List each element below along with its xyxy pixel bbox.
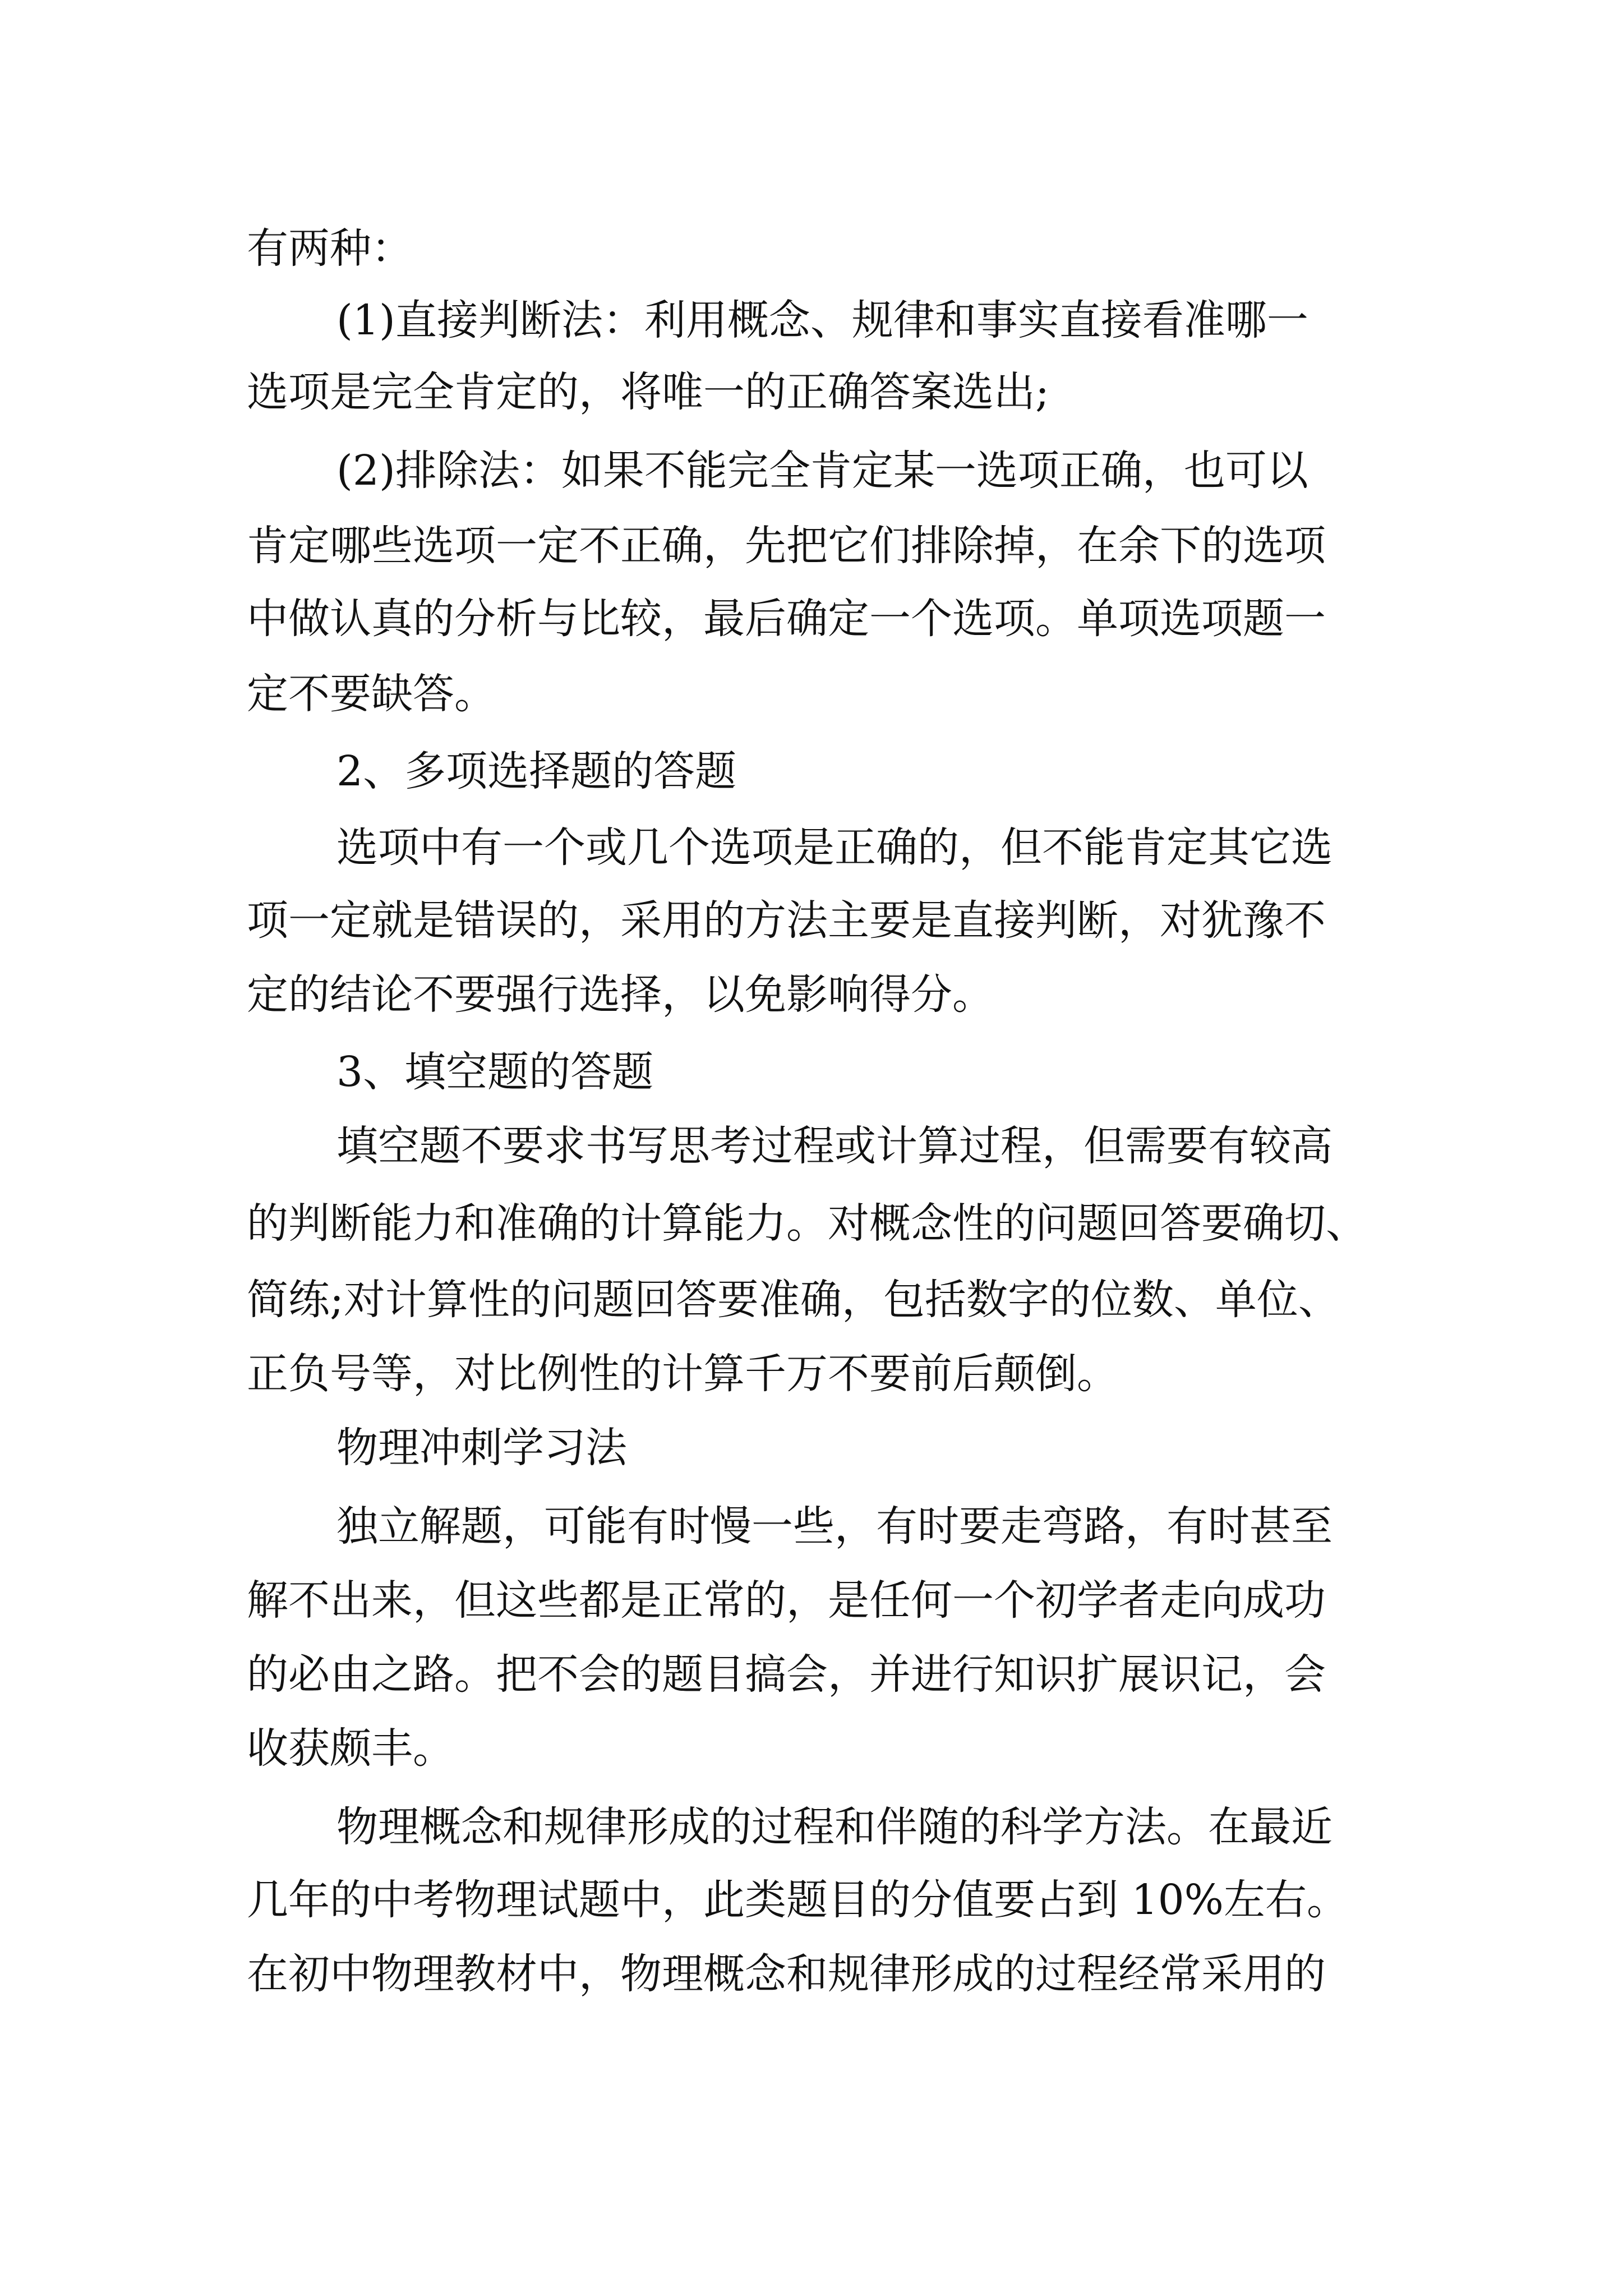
body-text-line: 选项是完全肯定的，将唯一的正确答案选出;	[247, 368, 1049, 416]
body-text-line: 项一定就是错误的，采用的方法主要是直接判断，对犹豫不	[247, 896, 1326, 945]
section-heading: 3、填空题的答题	[336, 1048, 654, 1096]
body-text-line: 中做认真的分析与比较，最后确定一个选项。单项选项题一	[247, 595, 1326, 643]
section-heading: 物理冲刺学习法	[336, 1424, 627, 1472]
body-text-line: 定的结论不要强行选择，以免影响得分。	[247, 970, 994, 1019]
body-text-line: 独立解题，可能有时慢一些，有时要走弯路，有时甚至	[336, 1502, 1332, 1550]
body-text-line: 几年的中考物理试题中，此类题目的分值要占到 10%左右。	[247, 1876, 1348, 1924]
section-heading: 2、多项选择题的答题	[336, 747, 737, 795]
body-text-line: 的判断能力和准确的计算能力。对概念性的问题回答要确切、	[247, 1199, 1367, 1248]
body-text-line: 有两种：	[247, 224, 413, 273]
body-text-line: 肯定哪些选项一定不正确，先把它们排除掉，在余下的选项	[247, 522, 1326, 570]
body-text-line: 的必由之路。把不会的题目搞会，并进行知识扩展识记，会	[247, 1650, 1326, 1699]
body-text-line: 收获颇丰。	[247, 1724, 454, 1773]
body-text-line: 解不出来，但这些都是正常的，是任何一个初学者走向成功	[247, 1576, 1326, 1625]
body-text-line: (1)直接判断法：利用概念、规律和事实直接看准哪一	[336, 296, 1308, 344]
body-text-line: 正负号等，对比例性的计算千万不要前后颠倒。	[247, 1350, 1118, 1398]
body-text-line: 选项中有一个或几个选项是正确的，但不能肯定其它选	[336, 823, 1332, 872]
body-text-line: (2)排除法：如果不能完全肯定某一选项正确，也可以	[336, 447, 1308, 495]
body-text-line: 填空题不要求书写思考过程或计算过程，但需要有较高	[336, 1122, 1332, 1170]
body-text-line: 物理概念和规律形成的过程和伴随的科学方法。在最近	[336, 1803, 1332, 1851]
body-text-line: 定不要缺答。	[247, 670, 496, 718]
body-text-line: 简练;对计算性的问题回答要准确，包括数字的位数、单位、	[247, 1276, 1340, 1324]
body-text-line: 在初中物理教材中，物理概念和规律形成的过程经常采用的	[247, 1950, 1326, 1998]
